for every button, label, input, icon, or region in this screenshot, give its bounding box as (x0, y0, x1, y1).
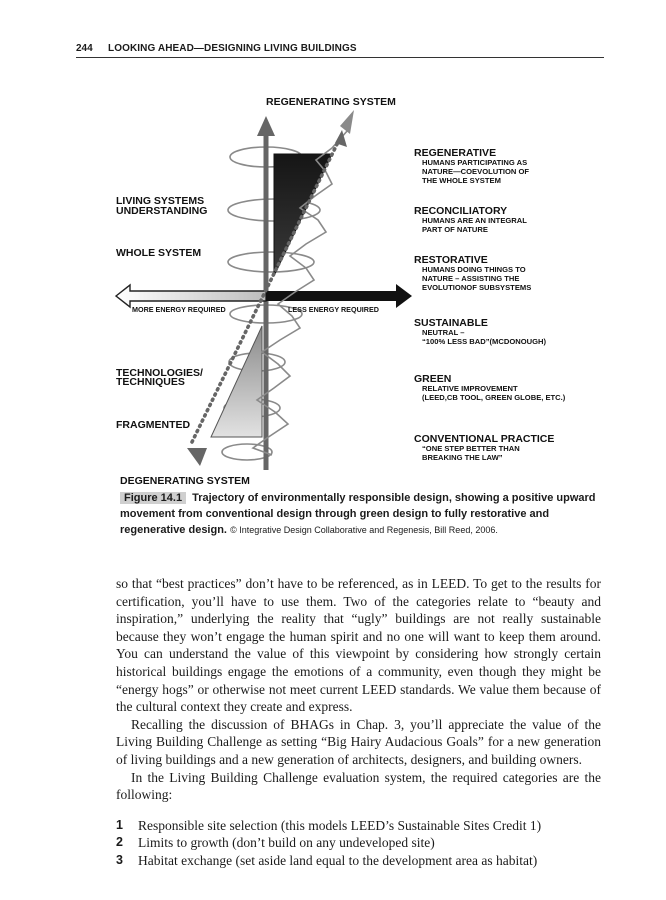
level-desc-line: RELATIVE IMPROVEMENT (422, 384, 518, 393)
label-whole-system: WHOLE SYSTEM (116, 247, 202, 259)
label-less-energy-required: LESS ENERGY REQUIRED (288, 305, 379, 314)
level-desc-line: (LEED,CB TOOL, GREEN GLOBE, ETC.) (422, 393, 566, 402)
list-text: Habitat exchange (set aside land equal to the development area as habitat) (138, 852, 538, 868)
list-item (116, 817, 601, 835)
list-text: Limits to growth (don’t build on any undeveloped site) (138, 835, 435, 851)
label-more-energy-required: MORE ENERGY REQUIRED (132, 305, 226, 314)
list-number: 3 (116, 852, 123, 867)
page-number: 244 (76, 43, 93, 54)
label-understanding: UNDERSTANDING (116, 205, 208, 217)
level-desc-line: EVOLUTIONOF SUBSYSTEMS (422, 283, 532, 292)
label-degenerating-system: DEGENERATING SYSTEM (120, 475, 250, 487)
level-desc-line: NEUTRAL – (422, 328, 465, 337)
level-title: RESTORATIVE (414, 254, 488, 266)
list-text: Responsible site selection (this models LEED’s Sustainable Sites Credit 1) (138, 817, 542, 833)
level-restorative (414, 254, 531, 292)
label-technologies: TECHNOLOGIES/ (116, 367, 203, 379)
figure-caption (120, 490, 605, 538)
paragraph: so that “best practices” don’t have to be referenced, as in LEED. To get to the results for certification, you’ll have to use them. Two of the categories relate to “beauty and inspiration,” underlying the reality that “ugly” buildings are not really sustainable because they won’t engage the human spirit and no one will want to keep them around. You can understand the value of this viewpoint by considering how strongly certain historical buildings engage the emotions of a community, even though they might be “energy hogs” or otherwise not meet current LEED standards. We value them because of the cultural context they create and express. (116, 576, 601, 715)
level-desc-line: PART OF NATURE (422, 225, 488, 234)
level-desc-line: THE WHOLE SYSTEM (422, 176, 501, 185)
level-desc-line: NATURE – ASSISTING THE (422, 274, 520, 283)
level-desc-line: HUMANS DOING THINGS TO (422, 265, 526, 274)
level-desc-line: “100% LESS BAD”(MCDONOUGH) (422, 337, 547, 346)
figure-label: Figure 14.1 (120, 492, 186, 504)
left-arrow (116, 285, 266, 307)
level-reconciliatory (414, 205, 527, 234)
body-text (116, 575, 601, 870)
caption-text: Trajectory of environmentally responsible design, showing a positive upward movement from conventional design through green design to fully restorative and regenerative design. (120, 492, 596, 536)
level-title: GREEN (414, 373, 452, 385)
level-sustainable (414, 317, 547, 346)
level-green (414, 373, 566, 402)
list-number: 1 (116, 817, 123, 832)
label-living-systems: LIVING SYSTEMS (116, 195, 205, 207)
paragraph: Recalling the discussion of BHAGs in Chap. 3, you’ll appreciate the value of the Living Building Challenge as setting “Big Hairy Audacious Goals” for a new generation of living buildings and a new generation of architects, designers, and building owners. (116, 716, 601, 767)
up-arrowhead (257, 116, 275, 136)
paragraph: In the Living Building Challenge evaluation system, the required categories are the following: (116, 769, 601, 803)
list-number: 2 (116, 835, 123, 850)
requirements-list (116, 817, 601, 870)
label-fragmented: FRAGMENTED (116, 419, 191, 431)
level-conventional-practice (414, 433, 554, 462)
level-title: CONVENTIONAL PRACTICE (414, 433, 555, 445)
level-regenerative (414, 147, 529, 185)
level-desc-line: NATURE—COEVOLUTION OF (422, 167, 530, 176)
level-title: RECONCILIATORY (414, 205, 508, 217)
level-desc-line: BREAKING THE LAW” (422, 453, 503, 462)
level-title: REGENERATIVE (414, 147, 497, 159)
level-desc-line: “ONE STEP BETTER THAN (422, 444, 520, 453)
running-header (76, 43, 604, 58)
caption-credit: © Integrative Design Collaborative and Regenesis, Bill Reed, 2006. (230, 525, 498, 535)
label-techniques: TECHNIQUES (116, 376, 185, 388)
level-desc-line: HUMANS ARE AN INTEGRAL (422, 216, 527, 225)
list-item (116, 852, 601, 870)
down-arrowhead (187, 448, 207, 466)
level-desc-line: HUMANS PARTICIPATING AS (422, 158, 528, 167)
level-title: SUSTAINABLE (414, 317, 488, 329)
design-trajectory-diagram (100, 90, 570, 486)
lower-triangle (211, 326, 262, 437)
label-regenerating-system: REGENERATING SYSTEM (266, 96, 396, 108)
running-head: LOOKING AHEAD—DESIGNING LIVING BUILDINGS (108, 43, 357, 54)
list-item (116, 834, 601, 852)
